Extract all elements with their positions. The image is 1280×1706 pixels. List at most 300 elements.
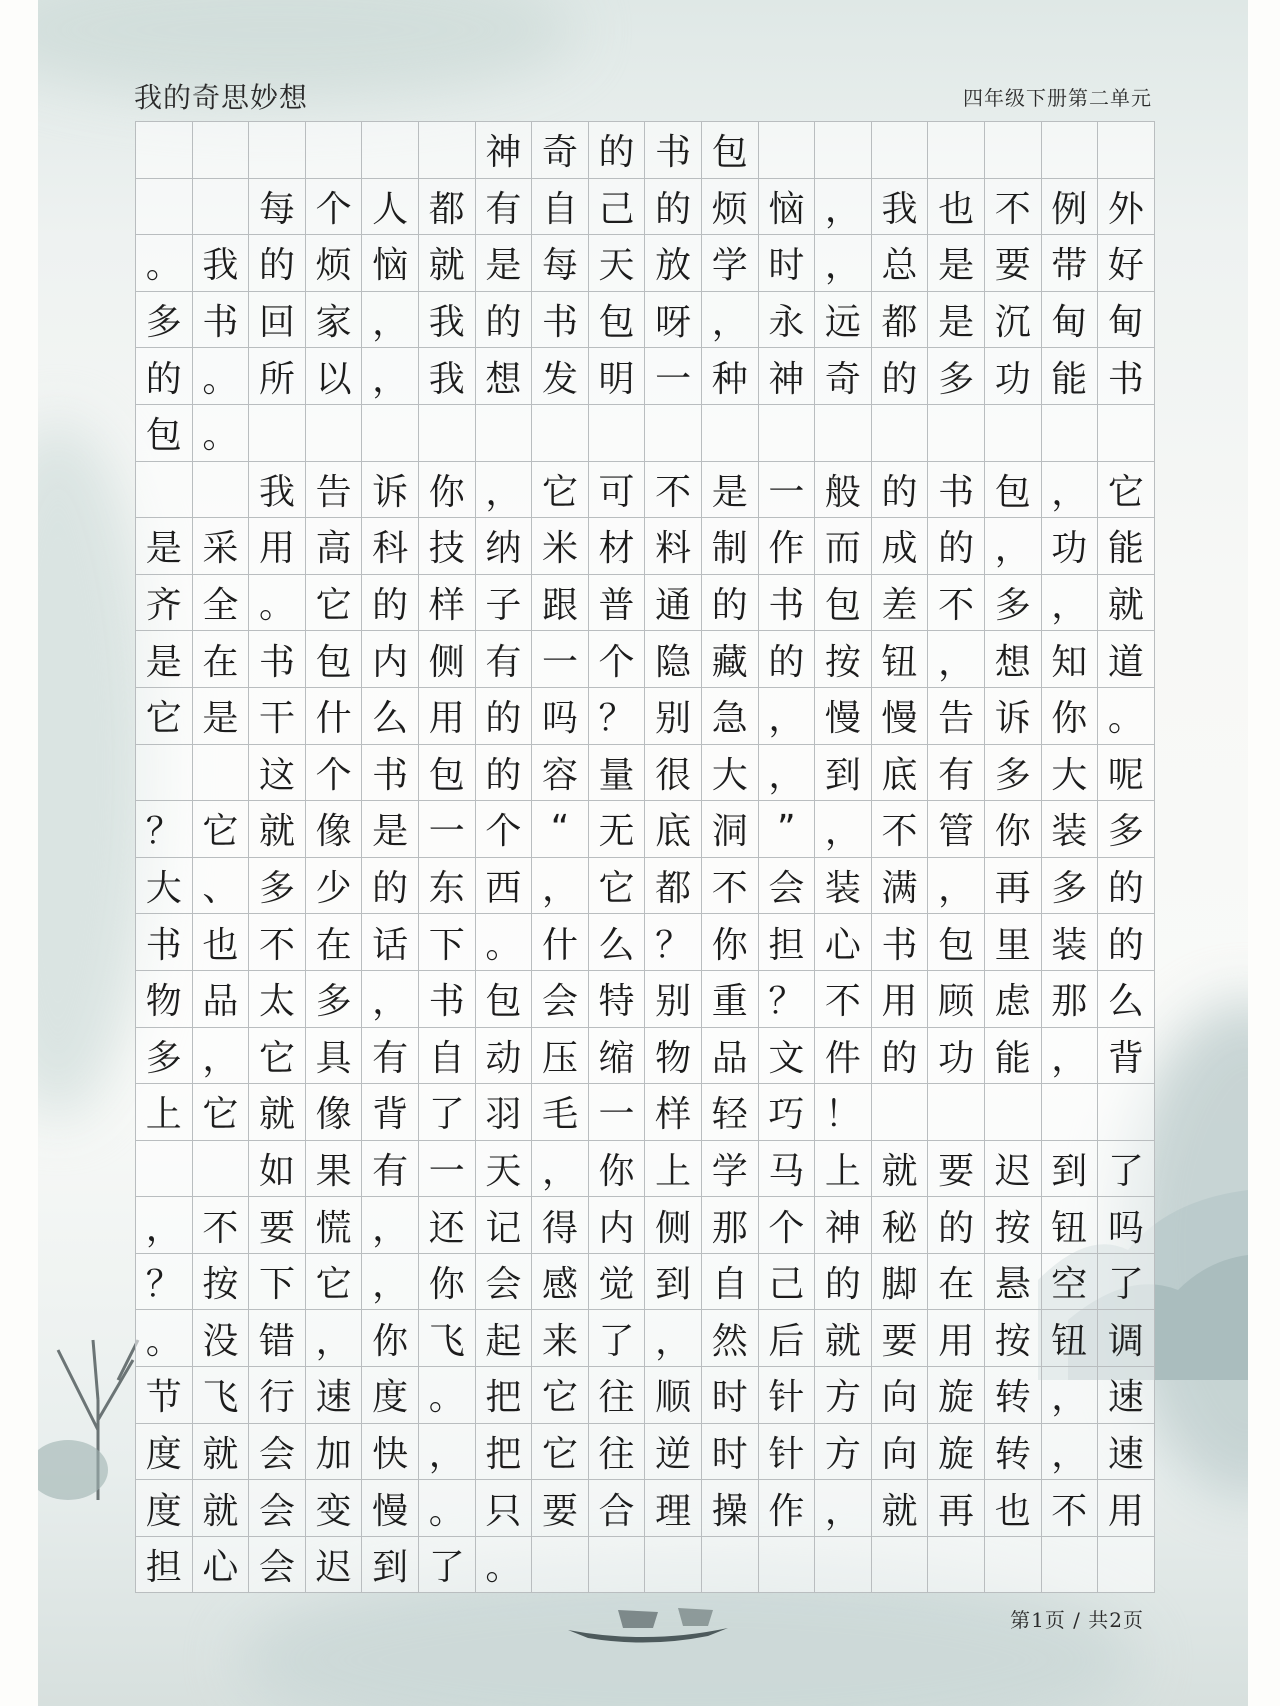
grid-cell: 功 (1042, 518, 1099, 575)
grid-cell: 吗 (1098, 1197, 1155, 1254)
grid-cell: 理 (645, 1480, 702, 1537)
grid-cell: 知 (1042, 631, 1099, 688)
grid-cell: 按 (985, 1310, 1042, 1367)
grid-cell: 是 (928, 235, 985, 292)
grid-cell: 家 (306, 292, 363, 349)
grid-cell (928, 405, 985, 462)
grid-cell: 装 (815, 858, 872, 915)
grid-cell: 藏 (702, 631, 759, 688)
grid-cell (872, 122, 929, 179)
grid-cell: 烦 (702, 179, 759, 236)
grid-cell: 它 (1098, 462, 1155, 519)
grid-cell: 也 (928, 179, 985, 236)
grid-cell: 会 (249, 1424, 306, 1481)
grid-cell: 不 (815, 971, 872, 1028)
grid-cell: 学 (702, 235, 759, 292)
grid-cell: 神 (476, 122, 533, 179)
grid-cell: 。 (193, 405, 250, 462)
grid-cell: 多 (136, 292, 193, 349)
grid-cell: ， (815, 1480, 872, 1537)
grid-cell: 个 (759, 1197, 816, 1254)
grid-cell: 回 (249, 292, 306, 349)
grid-cell: 毛 (532, 1084, 589, 1141)
grid-cell: 用 (872, 971, 929, 1028)
grid-cell (872, 1537, 929, 1594)
grid-cell: 书 (419, 971, 476, 1028)
grid-cell: 量 (589, 745, 646, 802)
grid-cell: 向 (872, 1367, 929, 1424)
grid-cell: ， (928, 631, 985, 688)
grid-cell: 那 (1042, 971, 1099, 1028)
grid-cell: 侧 (645, 1197, 702, 1254)
grid-cell: 到 (815, 745, 872, 802)
grid-cell: 急 (702, 688, 759, 745)
grid-cell: 什 (532, 914, 589, 971)
grid-cell: 呀 (645, 292, 702, 349)
grid-cell: 多 (1042, 858, 1099, 915)
grid-cell: 就 (249, 1084, 306, 1141)
grid-cell: 什 (306, 688, 363, 745)
grid-cell: ， (702, 292, 759, 349)
grid-cell: 制 (702, 518, 759, 575)
grid-cell: 般 (815, 462, 872, 519)
grid-cell: 管 (928, 801, 985, 858)
grid-cell: 迟 (985, 1141, 1042, 1198)
grid-cell: 别 (645, 971, 702, 1028)
grid-cell: 都 (872, 292, 929, 349)
grid-cell: 以 (306, 348, 363, 405)
grid-cell: 钮 (1042, 1310, 1099, 1367)
grid-cell: 多 (136, 1028, 193, 1085)
grid-cell: 到 (1042, 1141, 1099, 1198)
composition-grid (135, 121, 1155, 1593)
grid-cell: ， (362, 1197, 419, 1254)
grid-cell: 恼 (759, 179, 816, 236)
grid-cell: 一 (532, 631, 589, 688)
grid-cell: 还 (419, 1197, 476, 1254)
grid-cell: 。 (476, 914, 533, 971)
grid-cell: 担 (136, 1537, 193, 1594)
grid-cell (249, 122, 306, 179)
grid-cell: 记 (476, 1197, 533, 1254)
grid-cell: 了 (1098, 1254, 1155, 1311)
grid-cell: 往 (589, 1424, 646, 1481)
grid-cell: 能 (985, 1028, 1042, 1085)
grid-cell: 要 (249, 1197, 306, 1254)
grid-cell: 米 (532, 518, 589, 575)
grid-cell: 了 (419, 1537, 476, 1594)
grid-cell: 书 (136, 914, 193, 971)
grid-cell: 再 (985, 858, 1042, 915)
grid-cell: 在 (193, 631, 250, 688)
grid-cell: 隐 (645, 631, 702, 688)
grid-cell: 速 (306, 1367, 363, 1424)
grid-cell: 逆 (645, 1424, 702, 1481)
grid-cell: 有 (476, 179, 533, 236)
grid-cell: 旋 (928, 1424, 985, 1481)
grid-cell: 不 (872, 801, 929, 858)
grid-cell: 下 (419, 914, 476, 971)
grid-cell: 快 (362, 1424, 419, 1481)
grid-cell (136, 179, 193, 236)
grid-cell: ， (193, 1028, 250, 1085)
grid-cell: 巧 (759, 1084, 816, 1141)
grid-cell: 种 (702, 348, 759, 405)
grid-cell: 那 (702, 1197, 759, 1254)
grid-cell: 外 (1098, 179, 1155, 236)
grid-cell (985, 1537, 1042, 1594)
grid-cell: 要 (872, 1310, 929, 1367)
grid-cell: ， (1042, 1367, 1099, 1424)
grid-cell: 一 (589, 1084, 646, 1141)
grid-cell: 把 (476, 1424, 533, 1481)
grid-cell: 诉 (985, 688, 1042, 745)
grid-cell: 顺 (645, 1367, 702, 1424)
grid-cell: 底 (645, 801, 702, 858)
grid-cell: 个 (476, 801, 533, 858)
grid-cell: 要 (985, 235, 1042, 292)
grid-cell (419, 122, 476, 179)
grid-cell: 的 (872, 462, 929, 519)
grid-cell: 它 (306, 1254, 363, 1311)
grid-cell: 。 (136, 235, 193, 292)
grid-cell: ？ (759, 971, 816, 1028)
grid-cell: 就 (193, 1480, 250, 1537)
grid-cell: 往 (589, 1367, 646, 1424)
grid-cell: 具 (306, 1028, 363, 1085)
grid-cell: 么 (1098, 971, 1155, 1028)
grid-cell: 针 (759, 1367, 816, 1424)
grid-cell: 它 (193, 1084, 250, 1141)
grid-cell: ， (306, 1310, 363, 1367)
grid-cell: ， (476, 462, 533, 519)
grid-cell: ， (1042, 1028, 1099, 1085)
grid-cell: 太 (249, 971, 306, 1028)
grid-cell: 会 (532, 971, 589, 1028)
grid-cell (815, 405, 872, 462)
grid-cell: 不 (1042, 1480, 1099, 1537)
grid-cell: 你 (1042, 688, 1099, 745)
grid-cell (1042, 1084, 1099, 1141)
grid-cell (532, 405, 589, 462)
grid-cell: 沉 (985, 292, 1042, 349)
grid-cell: 。 (136, 1310, 193, 1367)
grid-cell: 功 (928, 1028, 985, 1085)
grid-cell: 技 (419, 518, 476, 575)
grid-cell: 按 (985, 1197, 1042, 1254)
grid-cell (1098, 122, 1155, 179)
grid-cell: 纳 (476, 518, 533, 575)
grid-cell: 虑 (985, 971, 1042, 1028)
grid-cell: 天 (476, 1141, 533, 1198)
grid-cell: 西 (476, 858, 533, 915)
grid-cell: 度 (136, 1424, 193, 1481)
grid-cell: 方 (815, 1424, 872, 1481)
grid-cell: 品 (702, 1028, 759, 1085)
grid-cell: 么 (362, 688, 419, 745)
grid-cell: 它 (249, 1028, 306, 1085)
grid-cell: 功 (985, 348, 1042, 405)
grid-cell: 秘 (872, 1197, 929, 1254)
grid-cell: 你 (419, 462, 476, 519)
grid-cell: 多 (249, 858, 306, 915)
grid-cell: 速 (1098, 1424, 1155, 1481)
grid-cell: ， (362, 348, 419, 405)
grid-cell (1098, 405, 1155, 462)
grid-cell: 的 (476, 292, 533, 349)
grid-cell (815, 122, 872, 179)
grid-cell: 的 (1098, 858, 1155, 915)
grid-cell: 不 (702, 858, 759, 915)
grid-cell: 的 (1098, 914, 1155, 971)
grid-cell: 不 (985, 179, 1042, 236)
grid-cell: 是 (476, 235, 533, 292)
grid-cell: 的 (702, 575, 759, 632)
grid-cell: 的 (362, 858, 419, 915)
grid-cell: 按 (193, 1254, 250, 1311)
grid-cell: 你 (985, 801, 1042, 858)
grid-cell: 我 (419, 292, 476, 349)
grid-cell: 多 (928, 348, 985, 405)
grid-cell: 件 (815, 1028, 872, 1085)
grid-cell: 操 (702, 1480, 759, 1537)
grid-cell: 无 (589, 801, 646, 858)
grid-cell (815, 1537, 872, 1594)
grid-cell: 奇 (815, 348, 872, 405)
grid-cell: 容 (532, 745, 589, 802)
grid-cell (249, 405, 306, 462)
grid-cell: 的 (476, 688, 533, 745)
grid-cell: ， (815, 235, 872, 292)
grid-cell: 它 (193, 801, 250, 858)
grid-cell: 的 (928, 1197, 985, 1254)
grid-cell: 我 (249, 462, 306, 519)
grid-cell: 特 (589, 971, 646, 1028)
grid-cell (532, 1537, 589, 1594)
grid-cell: 背 (1098, 1028, 1155, 1085)
grid-cell: 调 (1098, 1310, 1155, 1367)
grid-cell: 包 (815, 575, 872, 632)
grid-cell: 发 (532, 348, 589, 405)
grid-cell: 就 (872, 1141, 929, 1198)
grid-cell: 普 (589, 575, 646, 632)
grid-cell: 不 (249, 914, 306, 971)
grid-cell (702, 1537, 759, 1594)
grid-cell: 后 (759, 1310, 816, 1367)
grid-cell: 上 (815, 1141, 872, 1198)
grid-cell: 有 (362, 1141, 419, 1198)
grid-cell: 不 (193, 1197, 250, 1254)
grid-cell: ， (815, 179, 872, 236)
grid-cell: 向 (872, 1424, 929, 1481)
grid-cell: 它 (532, 462, 589, 519)
grid-cell: 包 (136, 405, 193, 462)
grid-cell: 科 (362, 518, 419, 575)
grid-cell: 学 (702, 1141, 759, 1198)
grid-cell: 人 (362, 179, 419, 236)
grid-cell: 可 (589, 462, 646, 519)
grid-cell: 错 (249, 1310, 306, 1367)
grid-cell: 大 (136, 858, 193, 915)
grid-cell: 慌 (306, 1197, 363, 1254)
grid-cell (645, 1537, 702, 1594)
grid-cell: 通 (645, 575, 702, 632)
grid-cell: 装 (1042, 801, 1099, 858)
grid-cell: 而 (815, 518, 872, 575)
grid-cell: 神 (815, 1197, 872, 1254)
grid-cell: 包 (702, 122, 759, 179)
grid-cell: 。 (419, 1480, 476, 1537)
grid-cell: 的 (589, 122, 646, 179)
grid-cell: 恼 (362, 235, 419, 292)
grid-cell (193, 745, 250, 802)
grid-cell: 用 (419, 688, 476, 745)
grid-cell: 再 (928, 1480, 985, 1537)
grid-cell: 吗 (532, 688, 589, 745)
grid-cell: 我 (872, 179, 929, 236)
grid-cell: 合 (589, 1480, 646, 1537)
grid-cell: 包 (306, 631, 363, 688)
grid-cell: 压 (532, 1028, 589, 1085)
grid-cell: 自 (419, 1028, 476, 1085)
grid-cell (136, 122, 193, 179)
grid-cell (1042, 1537, 1099, 1594)
grid-cell: 多 (985, 575, 1042, 632)
grid-cell: 觉 (589, 1254, 646, 1311)
grid-cell: 话 (362, 914, 419, 971)
grid-cell: 会 (249, 1537, 306, 1594)
grid-cell: 一 (419, 1141, 476, 1198)
grid-cell: 都 (419, 179, 476, 236)
grid-cell: 是 (702, 462, 759, 519)
grid-cell: 得 (532, 1197, 589, 1254)
grid-cell: 就 (1098, 575, 1155, 632)
grid-cell: 都 (645, 858, 702, 915)
grid-cell: ， (1042, 462, 1099, 519)
grid-cell: 它 (532, 1367, 589, 1424)
grid-cell: 多 (1098, 801, 1155, 858)
grid-cell: 一 (419, 801, 476, 858)
grid-cell (1042, 405, 1099, 462)
grid-cell: 甸 (1042, 292, 1099, 349)
grid-cell: 时 (759, 235, 816, 292)
grid-cell: ， (362, 971, 419, 1028)
grid-cell: 就 (815, 1310, 872, 1367)
grid-cell: 钮 (872, 631, 929, 688)
grid-cell: 品 (193, 971, 250, 1028)
grid-cell: 空 (1042, 1254, 1099, 1311)
grid-cell: 东 (419, 858, 476, 915)
grid-cell: 的 (136, 348, 193, 405)
grid-cell: 的 (872, 348, 929, 405)
grid-cell (589, 1537, 646, 1594)
grid-cell: 的 (928, 518, 985, 575)
grid-cell: 文 (759, 1028, 816, 1085)
grid-cell: 诉 (362, 462, 419, 519)
grid-cell: 内 (362, 631, 419, 688)
grid-cell: 包 (476, 971, 533, 1028)
grid-cell (362, 122, 419, 179)
grid-cell (759, 1537, 816, 1594)
grid-cell: ！ (815, 1084, 872, 1141)
grid-cell: 到 (645, 1254, 702, 1311)
boat-illustration (548, 1590, 748, 1670)
grid-cell: 里 (985, 914, 1042, 971)
grid-cell: 按 (815, 631, 872, 688)
grid-cell: ， (928, 858, 985, 915)
grid-cell: 时 (702, 1367, 759, 1424)
grid-cell: 像 (306, 801, 363, 858)
grid-cell: 是 (928, 292, 985, 349)
grid-cell: 干 (249, 688, 306, 745)
grid-cell: 也 (193, 914, 250, 971)
grid-cell: 钮 (1042, 1197, 1099, 1254)
grid-cell: ， (645, 1310, 702, 1367)
grid-cell: 你 (702, 914, 759, 971)
grid-cell: 的 (476, 745, 533, 802)
worksheet-title: 我的奇思妙想 (134, 81, 309, 114)
grid-cell: ， (532, 858, 589, 915)
grid-cell (759, 122, 816, 179)
grid-cell: 己 (759, 1254, 816, 1311)
grid-cell: 少 (306, 858, 363, 915)
grid-cell: 。 (419, 1367, 476, 1424)
grid-cell: 你 (589, 1141, 646, 1198)
grid-cell: 用 (249, 518, 306, 575)
grid-cell: 全 (193, 575, 250, 632)
grid-cell: 变 (306, 1480, 363, 1537)
grid-cell: 轻 (702, 1084, 759, 1141)
unit-label: 四年级下册第二单元 (963, 86, 1152, 110)
grid-cell: 满 (872, 858, 929, 915)
grid-cell: 像 (306, 1084, 363, 1141)
grid-cell (1098, 1537, 1155, 1594)
grid-cell (193, 462, 250, 519)
grid-cell: 在 (306, 914, 363, 971)
grid-cell: 例 (1042, 179, 1099, 236)
grid-cell: ， (985, 518, 1042, 575)
grid-cell: 也 (985, 1480, 1042, 1537)
grid-cell: 要 (532, 1480, 589, 1537)
grid-cell: 书 (645, 122, 702, 179)
grid-cell: 是 (136, 518, 193, 575)
grid-cell (1042, 122, 1099, 179)
grid-cell: 飞 (419, 1310, 476, 1367)
grid-cell: ？ (136, 801, 193, 858)
worksheet-page (38, 0, 1248, 1706)
grid-cell: 样 (645, 1084, 702, 1141)
grid-cell (985, 1084, 1042, 1141)
grid-cell: 的 (815, 1254, 872, 1311)
grid-cell: 会 (249, 1480, 306, 1537)
grid-cell: 了 (419, 1084, 476, 1141)
grid-cell: ， (1042, 1424, 1099, 1481)
grid-cell: 自 (702, 1254, 759, 1311)
grid-cell (306, 122, 363, 179)
grid-cell: 然 (702, 1310, 759, 1367)
grid-cell (589, 405, 646, 462)
grid-cell: 我 (419, 348, 476, 405)
grid-cell: 能 (1098, 518, 1155, 575)
grid-cell: 神 (759, 348, 816, 405)
grid-cell: ？ (645, 914, 702, 971)
grid-cell: 书 (928, 462, 985, 519)
grid-cell: ” (759, 801, 816, 858)
grid-cell: 永 (759, 292, 816, 349)
grid-cell: 侧 (419, 631, 476, 688)
grid-cell: 慢 (815, 688, 872, 745)
grid-cell: 带 (1042, 235, 1099, 292)
